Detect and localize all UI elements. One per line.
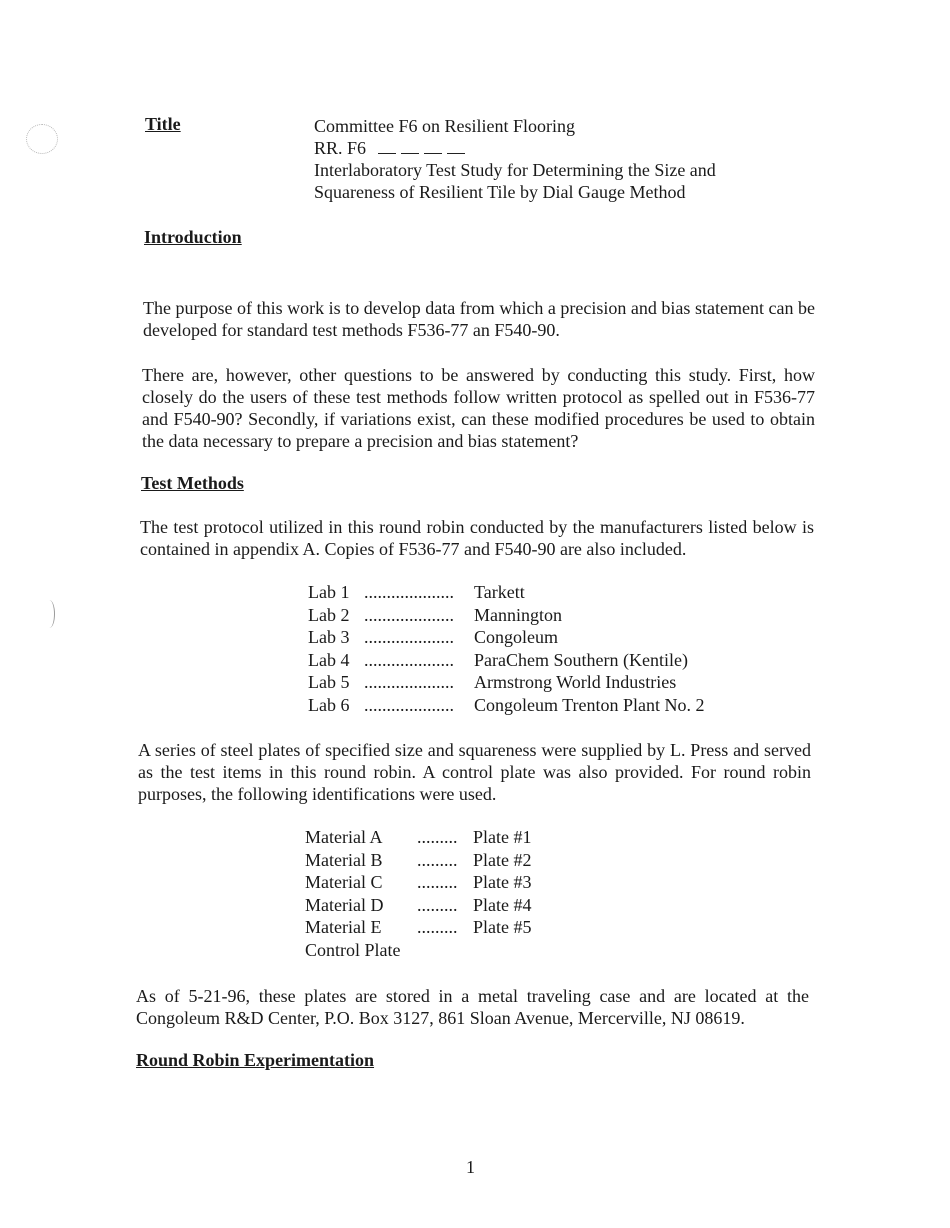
lab-id: Lab 4: [308, 649, 350, 670]
leader-dots: .........: [417, 917, 458, 937]
leader-dots: ....................: [364, 694, 454, 715]
introduction-heading: Introduction: [144, 227, 242, 247]
material-list: [305, 826, 532, 961]
page-number: 1: [466, 1157, 475, 1177]
lab-id: Lab 3: [308, 627, 350, 647]
lab-id: Lab 6: [308, 694, 350, 715]
list-item: [305, 939, 532, 962]
plate-id: Plate #5: [473, 917, 532, 937]
list-item: [308, 626, 705, 649]
study-title-line-2: Squareness of Resilient Tile by Dial Gauge Method: [314, 182, 686, 202]
lab-name: ParaChem Southern (Kentile): [474, 649, 688, 670]
leader-dots: ....................: [364, 604, 454, 625]
leader-dots: .........: [417, 827, 458, 847]
purpose-paragraph: The purpose of this work is to develop data from which a precision and bias statement can be developed for standard test methods F536-77 an F540-90.: [143, 298, 815, 340]
material-id: Material D: [305, 894, 384, 915]
list-item: [308, 671, 705, 694]
committee-line: Committee F6 on Resilient Flooring: [314, 116, 575, 136]
title-block: [314, 115, 716, 203]
plate-id: Plate #3: [473, 872, 532, 892]
leader-dots: ....................: [364, 649, 454, 670]
scan-mark: [26, 124, 58, 154]
list-item: [305, 894, 532, 917]
study-title-line-1: Interlaboratory Test Study for Determining the Size and: [314, 160, 716, 180]
plate-id: [473, 939, 532, 962]
material-id: Control Plate: [305, 939, 401, 960]
storage-paragraph: As of 5-21-96, these plates are stored in a metal traveling case and are located at the Congoleum R&D Center, P.O. Box 3127, 861 Sloan Avenue, Mercerville, NJ 08619.: [136, 986, 809, 1028]
questions-paragraph: There are, however, other questions to be answered by conducting this study. First, how closely do the users of these test methods follow written protocol as spelled out in F536-77 and F540-90? Secondly, if variations exist, can these modified procedures be used to obtain the data necessary to prepare a precision and bias statement?: [142, 365, 815, 451]
list-item: [305, 849, 532, 872]
list-item: [308, 649, 705, 672]
lab-list: [308, 581, 705, 716]
plate-id: Plate #1: [473, 827, 532, 847]
lab-name: Armstrong World Industries: [474, 672, 677, 692]
lab-name: Congoleum: [474, 627, 558, 647]
lab-id: Lab 1: [308, 582, 350, 602]
leader-dots: .........: [417, 894, 458, 915]
lab-name: Tarkett: [474, 582, 525, 602]
list-item: [305, 826, 532, 849]
leader-dots: [417, 939, 473, 962]
material-id: Material B: [305, 849, 383, 870]
list-item: [308, 581, 705, 604]
plate-id: Plate #4: [473, 894, 532, 915]
leader-dots: .........: [417, 849, 458, 870]
title-label: Title: [145, 114, 181, 134]
lab-name: Congoleum Trenton Plant No. 2: [474, 694, 705, 715]
list-item: [305, 871, 532, 894]
material-id: Material C: [305, 872, 383, 892]
lab-id: Lab 2: [308, 604, 350, 625]
leader-dots: ....................: [364, 627, 454, 647]
list-item: [308, 604, 705, 627]
test-methods-heading: Test Methods: [141, 473, 244, 493]
protocol-paragraph: The test protocol utilized in this round robin conducted by the manufacturers listed below is contained in appendix A. Copies of F536-77 and F540-90 are also included.: [140, 517, 814, 559]
round-robin-heading: Round Robin Experimentation: [136, 1050, 375, 1070]
material-id: Material E: [305, 917, 382, 937]
material-id: Material A: [305, 827, 383, 847]
leader-dots: .........: [417, 872, 458, 892]
lab-id: Lab 5: [308, 672, 350, 692]
plate-id: Plate #2: [473, 849, 532, 870]
leader-dots: ....................: [364, 672, 454, 692]
leader-dots: ....................: [364, 582, 454, 602]
plates-paragraph: A series of steel plates of specified size and squareness were supplied by L. Press and served as the test items in this round robin. A control plate was also provided. For round robin purposes, the following identifications were used.: [138, 740, 811, 804]
scan-mark: [44, 600, 55, 628]
list-item: [308, 694, 705, 717]
list-item: [305, 916, 532, 939]
rr-line: RR. F6: [314, 137, 716, 159]
lab-name: Mannington: [474, 604, 562, 625]
